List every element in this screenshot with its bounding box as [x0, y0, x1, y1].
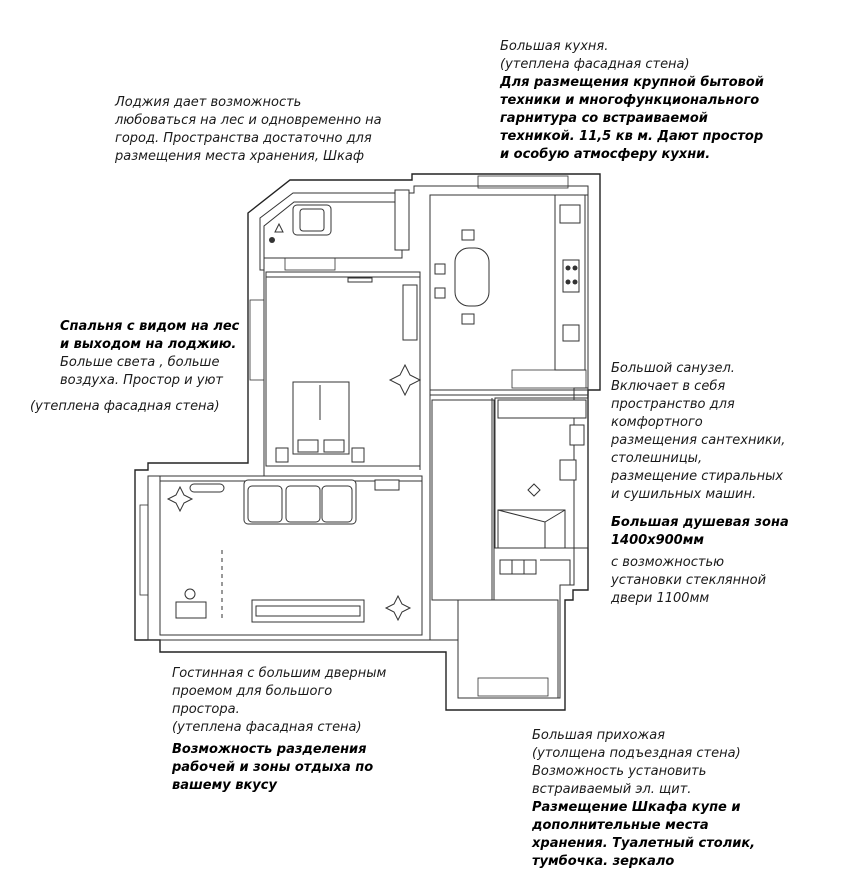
hall-bold-3: хранения. Туалетный столик,	[532, 836, 756, 851]
kitchen-title: Большая кухня.	[500, 39, 609, 54]
kitchen-bold-2: техники и многофункционального	[500, 93, 760, 108]
bathroom-line-1: Большой санузел.	[611, 361, 735, 376]
bathroom-line-3: пространство для	[611, 397, 735, 412]
living-line-1: Гостинная с большим дверным	[172, 666, 387, 681]
loggia-line-3: город. Пространства достаточно для	[115, 131, 372, 146]
bathroom-line-4: комфортного	[611, 415, 703, 430]
kitchen-bold-4: техникой. 11,5 кв м. Дают простор	[500, 129, 764, 144]
living-line-3: простора.	[172, 702, 240, 717]
bedroom-line-1: Больше света , больше	[60, 355, 220, 370]
loggia-line-4: размещения места хранения, Шкаф	[115, 149, 364, 164]
hall-note	[532, 727, 832, 871]
living-bold-3: вашему вкусу	[172, 778, 277, 793]
hall-bold-1: Размещение Шкафа купе и	[532, 800, 741, 815]
outer-walls	[135, 174, 600, 710]
loggia-line-2: любоваться на лес и одновременно на	[115, 113, 382, 128]
kitchen-note	[500, 38, 830, 164]
hall-line-3: Возможность установить	[532, 764, 707, 779]
hall-line-4: встраиваемый эл. щит.	[532, 782, 692, 797]
bathroom-bold-1: Большая душевая зона	[611, 515, 789, 530]
living-bold-1: Возможность разделения	[172, 742, 367, 757]
bathroom-line-8: и сушильных машин.	[611, 487, 757, 502]
bathroom-bold-2: 1400x900мм	[611, 533, 704, 548]
hall-line-2: (утолщена подъездная стена)	[532, 746, 741, 761]
bedroom-bold-1: Спальня с видом на лес	[60, 319, 240, 334]
bedroom-facade: (утеплена фасадная стена)	[30, 399, 220, 414]
kitchen-bold-1: Для размещения крупной бытовой	[500, 75, 764, 90]
kitchen-bold-5: и особую атмосферу кухни.	[500, 147, 711, 162]
bathroom-line-2: Включает в себя	[611, 379, 726, 394]
bathroom-line-5: размещения сантехники,	[611, 433, 786, 448]
bathroom-tail-3: двери 1100мм	[611, 591, 710, 606]
living-bold-2: рабочей и зоны отдыха по	[172, 760, 374, 775]
bedroom-bold-2: и выходом на лоджию.	[60, 337, 237, 352]
hall-bold-4: тумбочка. зеркало	[532, 854, 675, 869]
living-note	[172, 665, 432, 795]
bathroom-tail-1: с возможностью	[611, 555, 725, 570]
hall-line-1: Большая прихожая	[532, 728, 666, 743]
loggia-line-1: Лоджия дает возможность	[115, 95, 302, 110]
bathroom-tail-2: установки стеклянной	[611, 573, 767, 588]
loggia-note	[115, 94, 445, 166]
bathroom-line-7: размещение стиральных	[611, 469, 784, 484]
living-facade: (утеплена фасадная стена)	[172, 720, 362, 735]
kitchen-bold-3: гарнитура со встраиваемой	[500, 111, 708, 126]
bedroom-note	[30, 318, 260, 416]
bathroom-note	[611, 360, 841, 608]
kitchen-facade: (утеплена фасадная стена)	[500, 57, 690, 72]
hall-bold-2: дополнительные места	[532, 818, 709, 833]
bathroom-line-6: столешницы,	[611, 451, 703, 466]
living-line-2: проемом для большого	[172, 684, 333, 699]
bedroom-line-2: воздуха. Простор и уют	[60, 373, 223, 388]
